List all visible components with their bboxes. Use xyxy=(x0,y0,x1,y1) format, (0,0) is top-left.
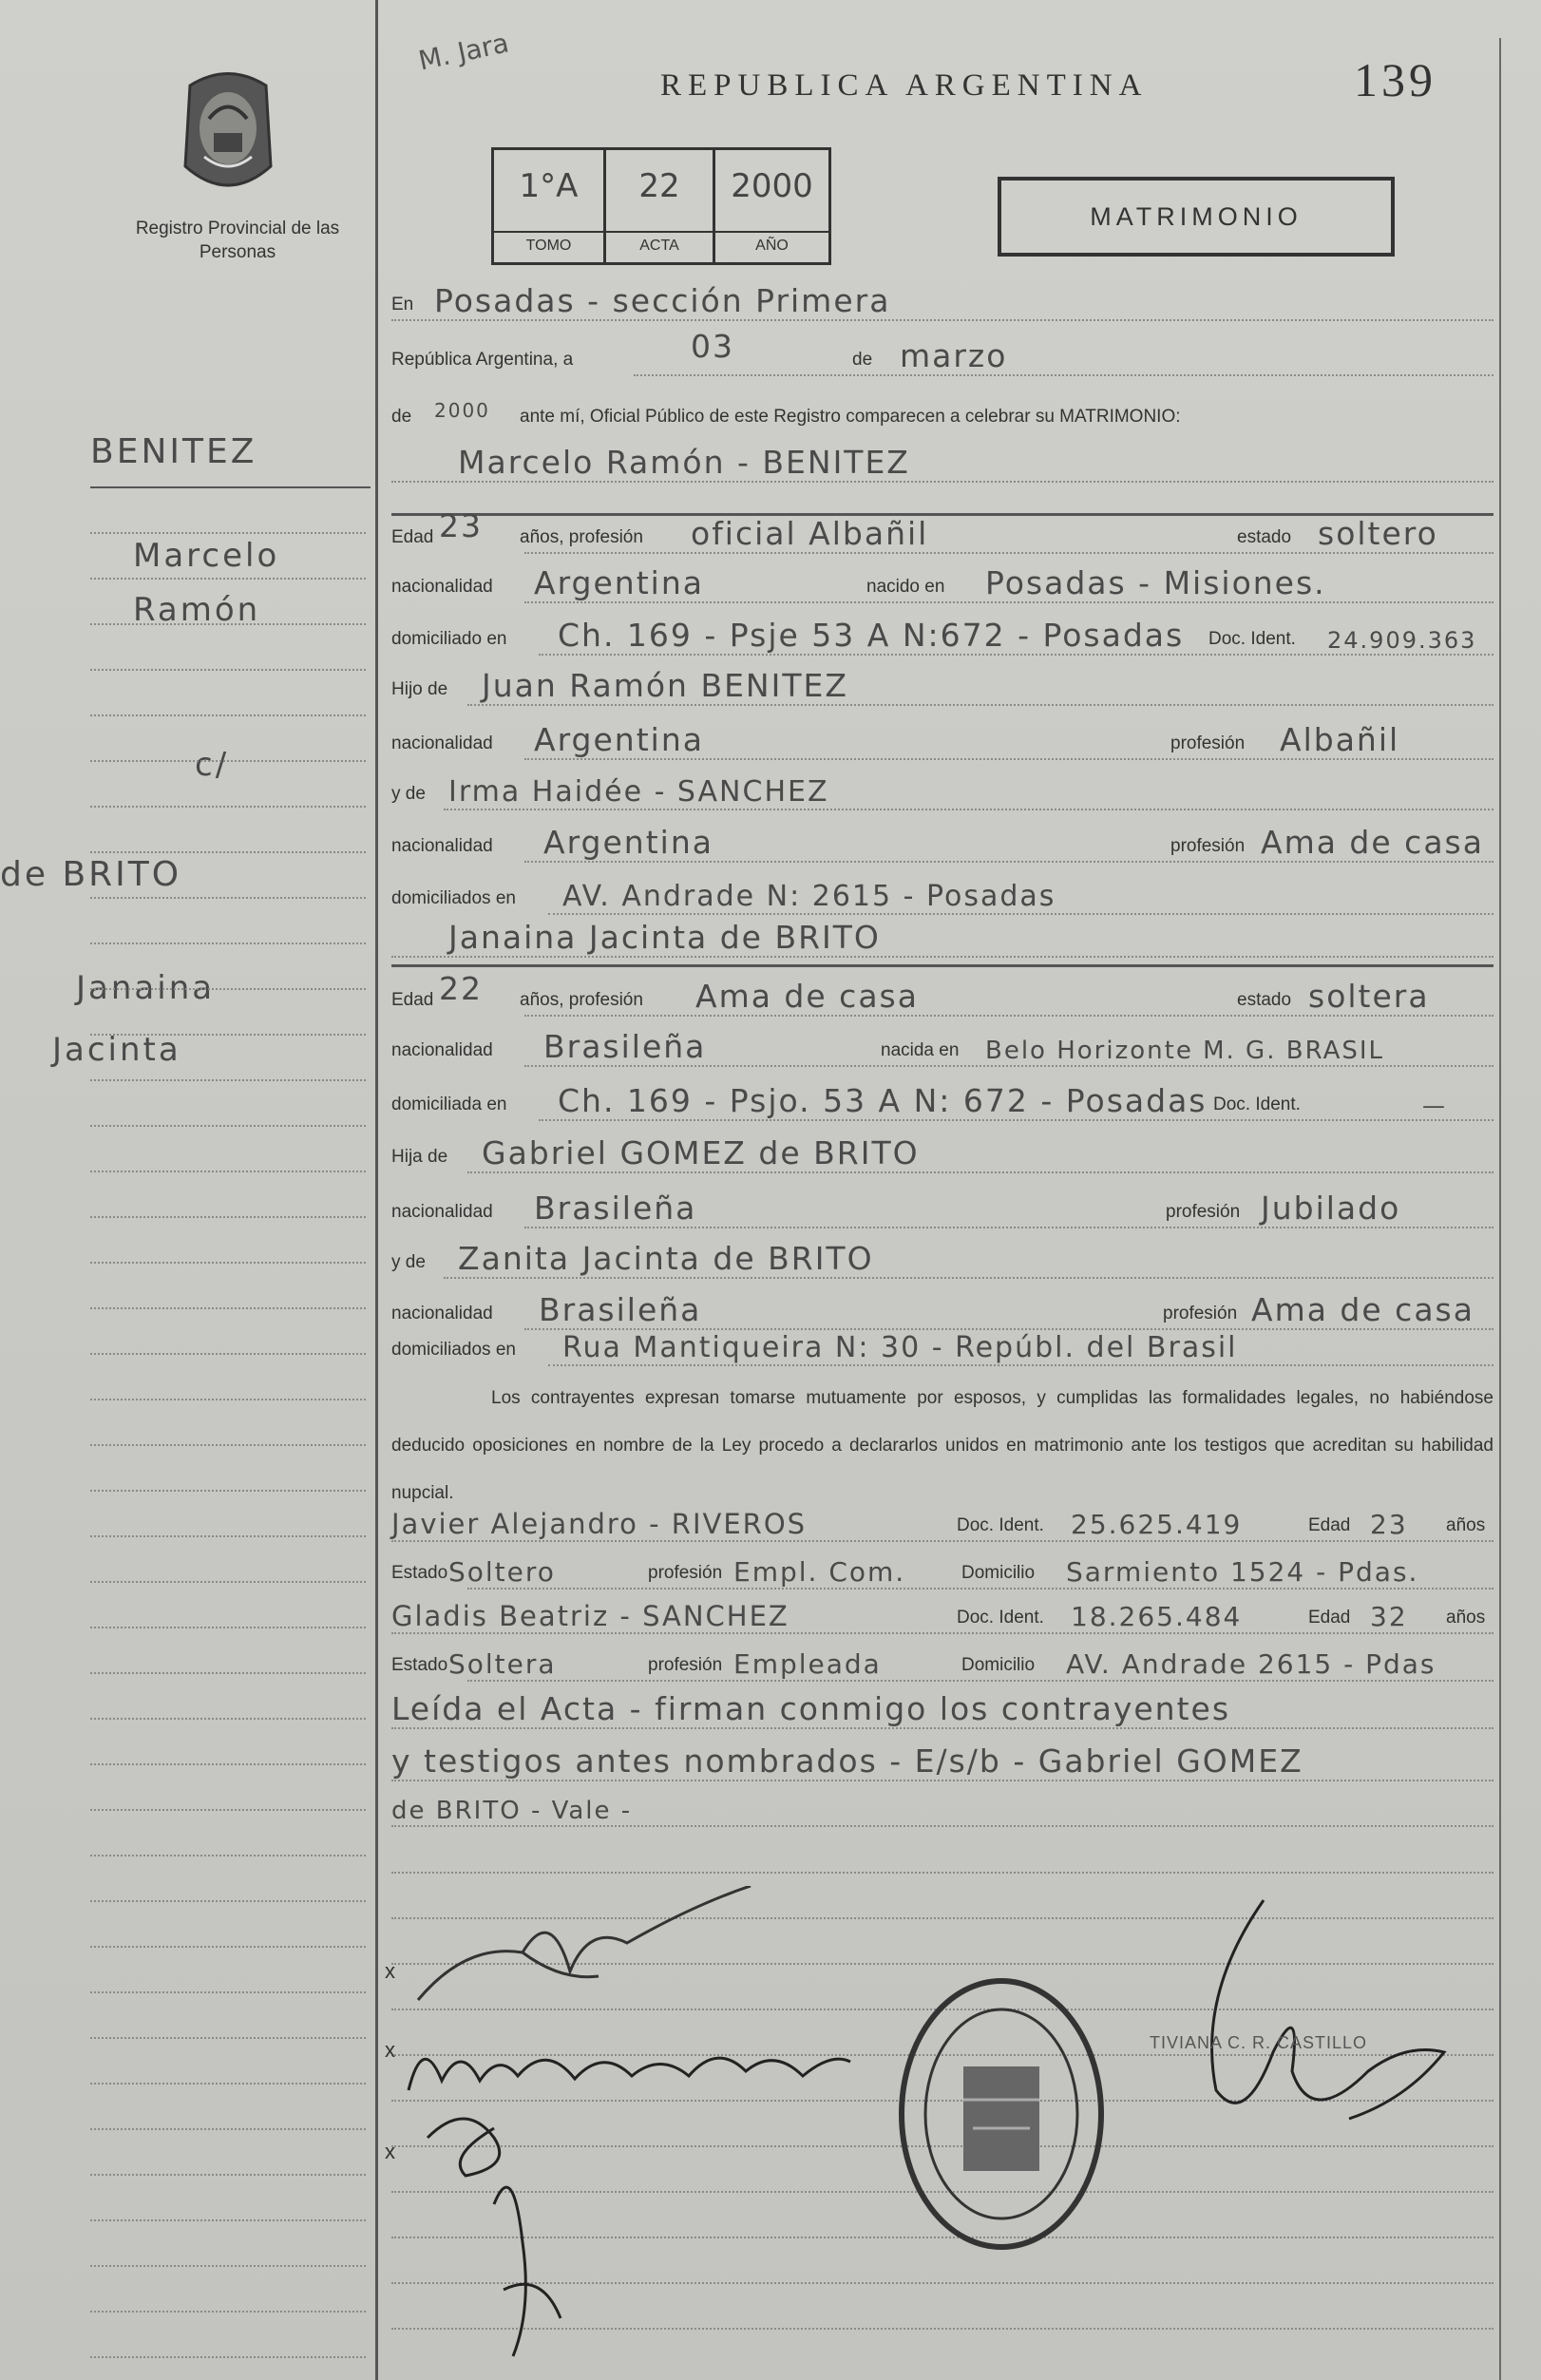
value-bride-father: Gabriel GOMEZ de BRITO xyxy=(482,1134,920,1171)
margin-dotted-line xyxy=(90,851,366,853)
row-year xyxy=(391,397,1493,435)
blank-dotted-line xyxy=(391,1872,1493,1874)
label-nacido-en: nacido en xyxy=(866,577,945,597)
row-groom-domicile xyxy=(391,619,1493,657)
label-hijo-de: Hijo de xyxy=(391,679,448,699)
label-profesion: profesión xyxy=(1163,1304,1238,1323)
label-anos: años xyxy=(1446,1608,1486,1628)
margin-given-name-1: Marcelo xyxy=(133,537,280,575)
margin-dotted-line xyxy=(90,1262,366,1264)
margin-dotted-line xyxy=(90,760,366,762)
label-doc-ident: Doc. Ident. xyxy=(957,1515,1044,1535)
left-margin-column xyxy=(0,0,375,2380)
margin-dotted-line xyxy=(90,1672,366,1674)
label-profesion: profesión xyxy=(648,1563,723,1583)
margin-dotted-line xyxy=(90,2037,366,2039)
label-nacionalidad: nacionalidad xyxy=(391,1304,493,1323)
value-bride-age: 22 xyxy=(439,970,483,1007)
margin-dotted-line xyxy=(90,1535,366,1537)
label-estado: Estado xyxy=(391,1655,448,1675)
value-bride-profession: Ama de casa xyxy=(695,978,919,1015)
label-hija-de: Hija de xyxy=(391,1147,448,1167)
value-groom-father: Juan Ramón BENITEZ xyxy=(482,667,848,704)
row-date xyxy=(391,328,1493,378)
ano-label: AÑO xyxy=(755,238,789,254)
row-place xyxy=(391,282,1493,323)
value-w2-prof: Empleada xyxy=(733,1648,882,1680)
value-groom-name: Marcelo Ramón - BENITEZ xyxy=(458,444,910,481)
value-groom-father-prof: Albañil xyxy=(1280,721,1400,758)
label-profesion: profesión xyxy=(1170,733,1246,753)
label-domiciliados: domiciliados en xyxy=(391,888,516,908)
value-w1-estado: Soltero xyxy=(448,1556,556,1588)
value-place: Posadas - sección Primera xyxy=(434,282,891,319)
label-estado: estado xyxy=(1237,527,1292,547)
value-w1-age: 23 xyxy=(1370,1509,1408,1540)
row-groom-age xyxy=(391,507,1493,556)
witness-signatures xyxy=(409,2100,618,2366)
label-profesion: profesión xyxy=(648,1655,723,1675)
margin-dotted-line xyxy=(90,2219,366,2221)
margin-dotted-line xyxy=(90,1946,366,1948)
row-bride-mother-nat xyxy=(391,1291,1493,1332)
value-w1-prof: Empl. Com. xyxy=(733,1556,906,1588)
value-bride-estado: soltera xyxy=(1308,978,1430,1015)
margin-dotted-line xyxy=(90,1216,366,1218)
margin-dotted-line xyxy=(90,2265,366,2267)
officer-signature xyxy=(1159,1881,1463,2166)
value-groom-estado: soltero xyxy=(1318,515,1438,552)
row-groom-mother xyxy=(391,774,1493,812)
label-doc-ident: Doc. Ident. xyxy=(1208,629,1296,649)
row-witness1 xyxy=(391,1506,1493,1544)
value-w2-name: Gladis Beatriz - SANCHEZ xyxy=(391,1600,790,1632)
label-y-de: y de xyxy=(391,1252,426,1272)
corner-note: M. Jara xyxy=(415,27,512,77)
label-domicilio: Domicilio xyxy=(961,1563,1036,1583)
margin-dotted-line xyxy=(90,2083,366,2085)
row-closing-3 xyxy=(391,1791,1493,1829)
row-groom-father-nat xyxy=(391,721,1493,762)
label-nacionalidad: nacionalidad xyxy=(391,577,493,597)
label-doc-ident: Doc. Ident. xyxy=(957,1608,1044,1628)
value-day: 03 xyxy=(691,328,734,365)
margin-dotted-line xyxy=(90,714,366,716)
value-groom-nationality: Argentina xyxy=(534,564,704,601)
label-de: de xyxy=(852,350,873,370)
margin-dotted-line xyxy=(90,1718,366,1720)
row-bride-father-nat xyxy=(391,1192,1493,1230)
signature-mark-2: x xyxy=(385,2038,395,2062)
tomo-cell xyxy=(494,150,606,262)
right-border xyxy=(1499,38,1501,2380)
value-bride-father-prof: Jubilado xyxy=(1261,1190,1401,1227)
label-nacionalidad: nacionalidad xyxy=(391,1202,493,1222)
value-bride-mother: Zanita Jacinta de BRITO xyxy=(458,1240,874,1277)
margin-dotted-line xyxy=(90,942,366,944)
label-domicilio: Domicilio xyxy=(961,1655,1036,1675)
value-bride-name: Janaina Jacinta de BRITO xyxy=(448,919,881,956)
margin-dotted-line xyxy=(90,1900,366,1902)
ano-cell xyxy=(715,150,828,262)
label-estado: estado xyxy=(1237,990,1292,1010)
label-profesion: profesión xyxy=(1166,1202,1241,1222)
acta-value: 22 xyxy=(638,167,680,205)
margin-dotted-line xyxy=(90,1125,366,1127)
ano-value: 2000 xyxy=(731,167,813,205)
statement-text: ante mí, Oficial Público de este Registro comparecen a celebrar su MATRIMONIO: xyxy=(520,407,1181,427)
margin-dotted-line xyxy=(90,1307,366,1309)
value-bride-parents-dom: Rua Mantiqueira N: 30 - Repúbl. del Brasil xyxy=(562,1331,1238,1364)
official-seal-icon xyxy=(897,1976,1106,2252)
label-nacionalidad: nacionalidad xyxy=(391,733,493,753)
country-title: REPUBLICA ARGENTINA xyxy=(660,68,1149,103)
signature-mark-3: x xyxy=(385,2140,395,2163)
section-separator xyxy=(391,964,1493,967)
margin-dotted-line xyxy=(90,1809,366,1811)
value-w1-dom: Sarmiento 1524 - Pdas. xyxy=(1066,1556,1419,1588)
margin-dotted-line xyxy=(90,1991,366,1993)
row-groom-nationality xyxy=(391,564,1493,605)
margin-dotted-line xyxy=(90,1763,366,1765)
value-w2-dom: AV. Andrade 2615 - Pdas xyxy=(1066,1648,1436,1680)
value-groom-mother: Irma Haidée - SANCHEZ xyxy=(448,775,829,809)
margin-dotted-line xyxy=(90,1399,366,1400)
value-bride-mother-prof: Ama de casa xyxy=(1251,1291,1474,1328)
value-bride-nationality: Brasileña xyxy=(543,1028,707,1065)
value-groom-age: 23 xyxy=(439,507,483,544)
closing-line-3: de BRITO - Vale - xyxy=(391,1797,633,1825)
value-w2-estado: Soltera xyxy=(448,1648,557,1680)
registry-name: Registro Provincial de las Personas xyxy=(135,219,340,262)
value-w2-age: 32 xyxy=(1370,1601,1408,1632)
margin-dotted-line xyxy=(90,1034,366,1036)
value-w1-name: Javier Alejandro - RIVEROS xyxy=(391,1508,808,1540)
label-republica: República Argentina, a xyxy=(391,350,574,370)
row-bride-father xyxy=(391,1134,1493,1175)
officer-stamp: TIVIANA C. R. CASTILLO xyxy=(1150,2033,1368,2052)
label-y-de: y de xyxy=(391,784,426,804)
label-nacionalidad: nacionalidad xyxy=(391,836,493,856)
bride-signature xyxy=(404,2024,860,2109)
row-bride-age xyxy=(391,970,1493,1019)
margin-dotted-line xyxy=(90,578,366,580)
label-domiciliados: domiciliados en xyxy=(391,1340,516,1360)
page-number: 139 xyxy=(1354,53,1436,106)
label-nacionalidad: nacionalidad xyxy=(391,1040,493,1060)
label-anos-profesion: años, profesión xyxy=(520,990,643,1010)
row-groom-name xyxy=(391,444,1493,485)
value-bride-birthplace: Belo Horizonte M. G. BRASIL xyxy=(985,1037,1385,1065)
row-groom-father xyxy=(391,667,1493,708)
value-year: 2000 xyxy=(434,399,490,422)
label-profesion: profesión xyxy=(1170,836,1246,856)
label-anos-profesion: años, profesión xyxy=(520,527,643,547)
value-bride-doc: — xyxy=(1422,1093,1447,1119)
declaration-text: Los contrayentes expresan tomarse mutuamente por esposos, y cumplidas las formalidades legales, no habiéndose deducido oposiciones en nombre de la Ley procedo a declararlos unidos en matrimonio ante los testigos que acreditan su habilidad nupcial. xyxy=(391,1388,1493,1503)
margin-dotted-line xyxy=(90,1581,366,1583)
tomo-label: TOMO xyxy=(525,238,572,254)
margin-dotted-line xyxy=(90,1353,366,1355)
value-groom-profession: oficial Albañil xyxy=(691,515,929,552)
closing-line-2: y testigos antes nombrados - E/s/b - Gabriel GOMEZ xyxy=(391,1742,1303,1780)
tomo-acta-ano-box xyxy=(491,147,831,265)
margin-dotted-line xyxy=(90,1490,366,1492)
row-groom-mother-nat xyxy=(391,824,1493,865)
row-bride-parents-dom xyxy=(391,1330,1493,1368)
margin-dotted-line xyxy=(90,806,366,808)
box-divider xyxy=(494,231,828,233)
row-bride-nationality xyxy=(391,1028,1493,1069)
margin-dotted-line xyxy=(90,2356,366,2358)
label-edad: Edad xyxy=(1308,1515,1351,1535)
label-anos: años xyxy=(1446,1515,1486,1535)
value-w1-doc: 25.625.419 xyxy=(1071,1509,1243,1540)
margin-dotted-line xyxy=(90,1079,366,1081)
margin-connector: c/ xyxy=(195,746,230,784)
value-groom-father-nat: Argentina xyxy=(534,721,704,758)
value-bride-domicile: Ch. 169 - Psjo. 53 A N: 672 - Posadas xyxy=(558,1082,1208,1119)
margin-spouse-name-1: Janaina xyxy=(76,969,216,1007)
margin-dotted-line xyxy=(90,532,366,534)
margin-dotted-line xyxy=(90,623,366,625)
groom-signature xyxy=(409,1886,770,2019)
label-estado: Estado xyxy=(391,1563,448,1583)
margin-surname: BENITEZ xyxy=(90,432,257,471)
margin-dotted-line xyxy=(90,2128,366,2130)
row-groom-parents-dom xyxy=(391,879,1493,917)
row-bride-mother xyxy=(391,1240,1493,1281)
value-bride-father-nat: Brasileña xyxy=(534,1190,697,1227)
row-witness2 xyxy=(391,1598,1493,1636)
closing-line-1: Leída el Acta - firman conmigo los contrayentes xyxy=(391,1690,1231,1727)
value-bride-mother-nat: Brasileña xyxy=(539,1291,702,1328)
margin-spouse-name-2: Jacinta xyxy=(52,1031,181,1069)
value-groom-mother-nat: Argentina xyxy=(543,824,713,861)
value-month: marzo xyxy=(900,337,1008,374)
row-witness1-details xyxy=(391,1553,1493,1591)
margin-dotted-line xyxy=(90,669,366,671)
province-emblem-icon xyxy=(176,62,280,204)
margin-dotted-line xyxy=(90,2174,366,2176)
row-closing-2 xyxy=(391,1742,1493,1783)
margin-dotted-line xyxy=(90,1627,366,1628)
margin-dotted-line xyxy=(90,988,366,990)
label-domiciliada: domiciliada en xyxy=(391,1095,507,1114)
label-doc-ident: Doc. Ident. xyxy=(1213,1095,1301,1114)
value-groom-doc: 24.909.363 xyxy=(1327,627,1477,654)
acta-cell xyxy=(606,150,715,262)
label-year-prefix: de xyxy=(391,407,412,427)
label-edad: Edad xyxy=(1308,1608,1351,1628)
label-nacida-en: nacida en xyxy=(881,1040,960,1060)
margin-spouse-surname: de BRITO xyxy=(0,855,182,894)
value-groom-birthplace: Posadas - Misiones. xyxy=(985,564,1326,601)
margin-dotted-line xyxy=(90,1171,366,1172)
row-witness2-details xyxy=(391,1646,1493,1684)
acta-label: ACTA xyxy=(639,238,679,254)
signature-mark-1: x xyxy=(385,1959,395,1983)
label-edad: Edad xyxy=(391,990,434,1010)
label-domiciliado: domiciliado en xyxy=(391,629,507,649)
value-groom-parents-dom: AV. Andrade N: 2615 - Posadas xyxy=(562,880,1056,913)
row-closing-1 xyxy=(391,1690,1493,1731)
margin-dotted-line xyxy=(90,1444,366,1446)
label-en: En xyxy=(391,295,414,314)
margin-dotted-line xyxy=(90,897,366,899)
row-bride-domicile xyxy=(391,1082,1493,1123)
column-divider xyxy=(375,0,378,2380)
margin-given-name-2: Ramón xyxy=(133,591,261,629)
tomo-value: 1°A xyxy=(519,167,579,205)
value-w2-doc: 18.265.484 xyxy=(1071,1601,1243,1632)
margin-line xyxy=(90,486,371,488)
value-groom-mother-prof: Ama de casa xyxy=(1261,824,1484,861)
label-edad: Edad xyxy=(391,527,434,547)
row-bride-name xyxy=(391,919,1493,960)
document-type-box: MATRIMONIO xyxy=(998,177,1395,257)
margin-dotted-line xyxy=(90,1855,366,1856)
value-groom-domicile: Ch. 169 - Psje 53 A N:672 - Posadas xyxy=(558,617,1185,654)
margin-dotted-line xyxy=(90,2311,366,2313)
